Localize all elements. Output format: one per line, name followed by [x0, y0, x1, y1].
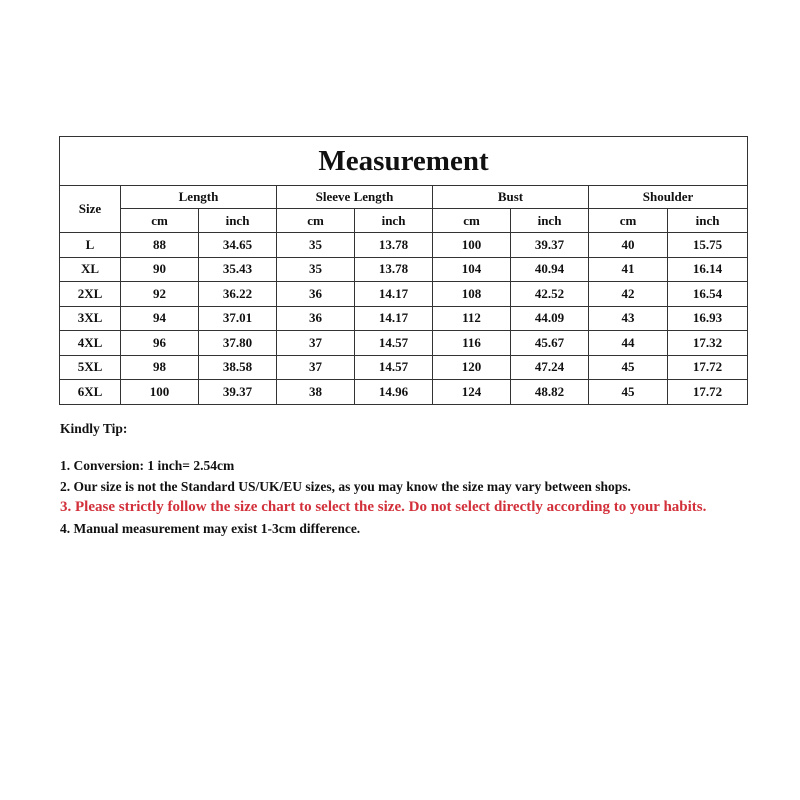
- value-cell: 36: [277, 282, 355, 307]
- size-cell: 4XL: [60, 331, 121, 356]
- value-cell: 90: [121, 257, 199, 282]
- value-cell: 94: [121, 306, 199, 331]
- value-cell: 96: [121, 331, 199, 356]
- unit-header-cell: inch: [355, 209, 433, 233]
- table-title: Measurement: [60, 137, 748, 186]
- size-column-header: Size: [60, 186, 121, 233]
- value-cell: 42.52: [511, 282, 589, 307]
- value-cell: 17.72: [668, 355, 748, 380]
- value-cell: 35.43: [199, 257, 277, 282]
- value-cell: 40: [589, 233, 668, 258]
- note-item: 1. Conversion: 1 inch= 2.54cm: [60, 458, 235, 473]
- unit-header-cell: inch: [668, 209, 748, 233]
- value-cell: 17.72: [668, 380, 748, 405]
- value-cell: 14.96: [355, 380, 433, 405]
- unit-header-cell: cm: [433, 209, 511, 233]
- value-cell: 120: [433, 355, 511, 380]
- value-cell: 108: [433, 282, 511, 307]
- value-cell: 13.78: [355, 257, 433, 282]
- group-header-length: Length: [121, 186, 277, 209]
- value-cell: 38.58: [199, 355, 277, 380]
- group-header-shoulder: Shoulder: [589, 186, 748, 209]
- value-cell: 42: [589, 282, 668, 307]
- size-cell: L: [60, 233, 121, 258]
- value-cell: 16.93: [668, 306, 748, 331]
- value-cell: 40.94: [511, 257, 589, 282]
- value-cell: 34.65: [199, 233, 277, 258]
- value-cell: 41: [589, 257, 668, 282]
- note-item: 2. Our size is not the Standard US/UK/EU sizes, as you may know the size may vary between shops.: [60, 479, 631, 494]
- value-cell: 39.37: [199, 380, 277, 405]
- table-row: [60, 282, 748, 307]
- notes-list: [60, 455, 760, 539]
- value-cell: 100: [433, 233, 511, 258]
- value-cell: 100: [121, 380, 199, 405]
- table-row: [60, 355, 748, 380]
- value-cell: 15.75: [668, 233, 748, 258]
- size-cell: 6XL: [60, 380, 121, 405]
- value-cell: 88: [121, 233, 199, 258]
- value-cell: 92: [121, 282, 199, 307]
- table-body: [60, 233, 748, 405]
- value-cell: 104: [433, 257, 511, 282]
- value-cell: 45: [589, 380, 668, 405]
- value-cell: 47.24: [511, 355, 589, 380]
- value-cell: 16.14: [668, 257, 748, 282]
- group-header-sleeve-length: Sleeve Length: [277, 186, 433, 209]
- value-cell: 37.80: [199, 331, 277, 356]
- unit-header-cell: inch: [199, 209, 277, 233]
- value-cell: 112: [433, 306, 511, 331]
- value-cell: 48.82: [511, 380, 589, 405]
- value-cell: 43: [589, 306, 668, 331]
- value-cell: 14.57: [355, 355, 433, 380]
- size-cell: XL: [60, 257, 121, 282]
- value-cell: 98: [121, 355, 199, 380]
- unit-header-cell: inch: [511, 209, 589, 233]
- value-cell: 44.09: [511, 306, 589, 331]
- unit-header-row: [60, 209, 748, 233]
- value-cell: 13.78: [355, 233, 433, 258]
- size-cell: 5XL: [60, 355, 121, 380]
- note-item: 4. Manual measurement may exist 1-3cm difference.: [60, 521, 361, 536]
- group-header-bust: Bust: [433, 186, 589, 209]
- value-cell: 17.32: [668, 331, 748, 356]
- value-cell: 45: [589, 355, 668, 380]
- table-row: [60, 306, 748, 331]
- value-cell: 44: [589, 331, 668, 356]
- value-cell: 124: [433, 380, 511, 405]
- table-row: [60, 331, 748, 356]
- value-cell: 37: [277, 331, 355, 356]
- value-cell: 36: [277, 306, 355, 331]
- value-cell: 35: [277, 233, 355, 258]
- value-cell: 45.67: [511, 331, 589, 356]
- unit-header-cell: cm: [589, 209, 668, 233]
- value-cell: 36.22: [199, 282, 277, 307]
- notes-title: Kindly Tip:: [60, 421, 128, 436]
- unit-header-cell: cm: [277, 209, 355, 233]
- value-cell: 16.54: [668, 282, 748, 307]
- note-item: 3. Please strictly follow the size chart to select the size. Do not select directly according to your habits.: [60, 499, 707, 515]
- value-cell: 35: [277, 257, 355, 282]
- value-cell: 38: [277, 380, 355, 405]
- value-cell: 37: [277, 355, 355, 380]
- notes-section: [60, 418, 760, 539]
- table-row: [60, 257, 748, 282]
- value-cell: 116: [433, 331, 511, 356]
- value-cell: 14.17: [355, 306, 433, 331]
- size-cell: 2XL: [60, 282, 121, 307]
- value-cell: 37.01: [199, 306, 277, 331]
- unit-header-cell: cm: [121, 209, 199, 233]
- size-cell: 3XL: [60, 306, 121, 331]
- value-cell: 14.57: [355, 331, 433, 356]
- value-cell: 14.17: [355, 282, 433, 307]
- table-row: [60, 233, 748, 258]
- table-row: [60, 380, 748, 405]
- size-chart-table: [59, 136, 748, 405]
- value-cell: 39.37: [511, 233, 589, 258]
